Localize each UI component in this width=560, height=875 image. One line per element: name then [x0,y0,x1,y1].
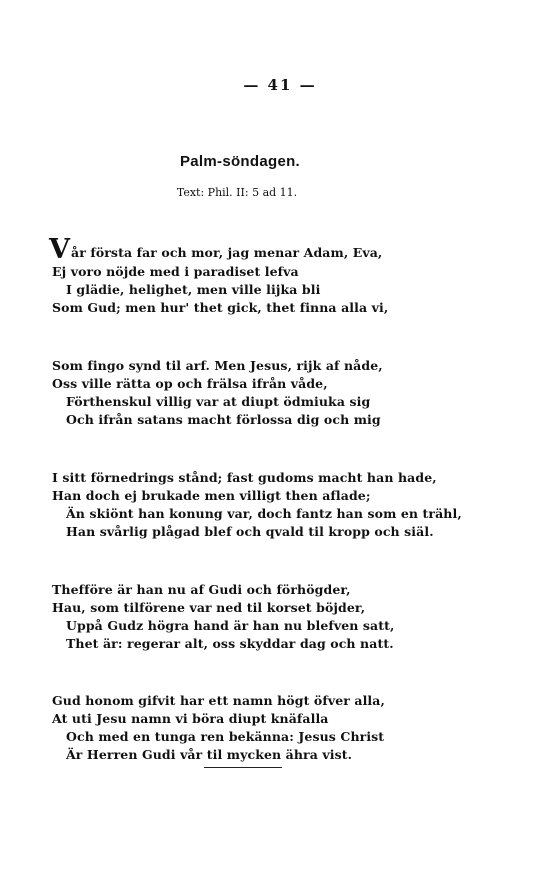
page-number: — 41 — [243,76,317,94]
drop-cap: V [49,234,71,265]
stanza-1-line-3: I glädie, helighet, men ville lijka bli [66,282,321,297]
stanza-4-line-2: Hau, som tilförene var ned til korset böjder, [52,600,366,615]
stanza-2-line-1: Som fingo synd til arf. Men Jesus, rijk af nåde, [52,358,383,373]
stanza-5-line-2: At uti Jesu namn vi böra diupt knäfalla [52,711,329,726]
stanza-2-line-2: Oss ville rätta op och frälsa ifrån våde, [52,376,328,391]
stanza-5-line-3: Och med en tunga ren bekänna: Jesus Christ [66,729,385,744]
stanza-2-line-4: Och ifrån satans macht förlossa dig och mig [66,412,381,427]
stanza-4-line-1: Thefföre är han nu af Gudi och förhögder, [52,582,351,597]
page-title: Palm-söndagen. [179,153,301,170]
end-rule [204,767,282,768]
stanza-1-line-2: Ej voro nöjde med i paradiset lefva [52,264,299,279]
stanza-3-line-1: I sitt förnedrings stånd; fast gudoms macht han hade, [52,470,437,485]
stanza-3-line-2: Han doch ej brukade men villigt then aflade; [52,488,371,503]
stanza-3-line-3: Än skiönt han konung var, doch fantz han som en trähl, [66,506,462,521]
stanza-4-line-3: Uppå Gudz högra hand är han nu blefven satt, [66,618,395,633]
text-reference: Text: Phil. II: 5 ad 11. [176,186,298,199]
stanza-2-line-3: Förthenskul villig var at diupt ödmiuka sig [66,394,371,409]
line-text: år första far och mor, jag menar Adam, Eva, [71,245,383,260]
stanza-5-line-4: Är Herren Gudi vår til mycken ähra vist. [66,747,353,762]
stanza-3-line-4: Han svårlig plågad blef och qvald til kropp och siäl. [66,524,434,539]
stanza-5-line-1: Gud honom gifvit har ett namn högt öfver alla, [52,693,385,708]
stanza-1-line-4: Som Gud; men hur' thet gick, thet finna alla vi, [52,300,389,315]
stanza-4-line-4: Thet är: regerar alt, oss skyddar dag och natt. [66,636,394,651]
